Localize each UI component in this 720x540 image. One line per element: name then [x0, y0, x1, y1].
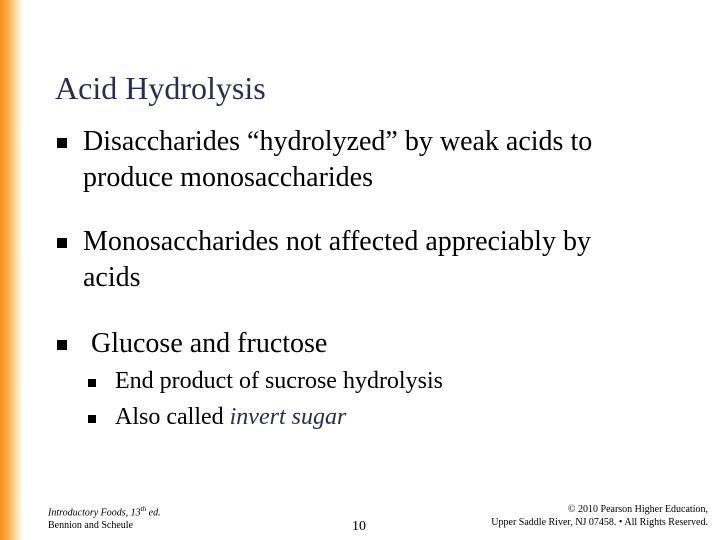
sub-bullet-text: End product of sucrose hydrolysis [115, 368, 443, 394]
bullet-text-line: Glucose and fructose [91, 328, 328, 359]
bullet-item [55, 326, 695, 362]
emphasis-text: invert sugar [229, 404, 347, 430]
sub-bullet-item [88, 402, 346, 432]
bullet-text-line: Disaccharides “hydrolyzed” by weak acids to [83, 126, 593, 157]
square-bullet-icon [57, 138, 67, 148]
bullet-text-line: acids [83, 262, 141, 293]
bullet-item [55, 224, 695, 296]
sub-bullet-text: Also called [115, 404, 230, 430]
footer-book-title: Introductory Foods, 13th ed. [48, 505, 161, 519]
sub-bullet-item [88, 366, 443, 396]
page-number: 10 [352, 519, 366, 534]
footer-authors: Bennion and Scheule [48, 520, 133, 532]
square-bullet-icon [88, 415, 96, 423]
side-accent-bar [0, 0, 22, 540]
bullet-text-line: Monosaccharides not affected appreciably by [83, 226, 591, 257]
footer-citation [48, 503, 161, 532]
copyright-line: © 2010 Pearson Higher Education, [567, 504, 708, 515]
square-bullet-icon [57, 238, 67, 248]
footer-copyright [491, 503, 708, 529]
slide-title: Acid Hydrolysis [55, 70, 266, 106]
bullet-text-line: produce monosaccharides [83, 162, 373, 193]
copyright-line: Upper Saddle River, NJ 07458. • All Rights Reserved. [491, 517, 708, 528]
square-bullet-icon [88, 379, 96, 387]
square-bullet-icon [57, 340, 67, 350]
bullet-item [55, 124, 695, 196]
